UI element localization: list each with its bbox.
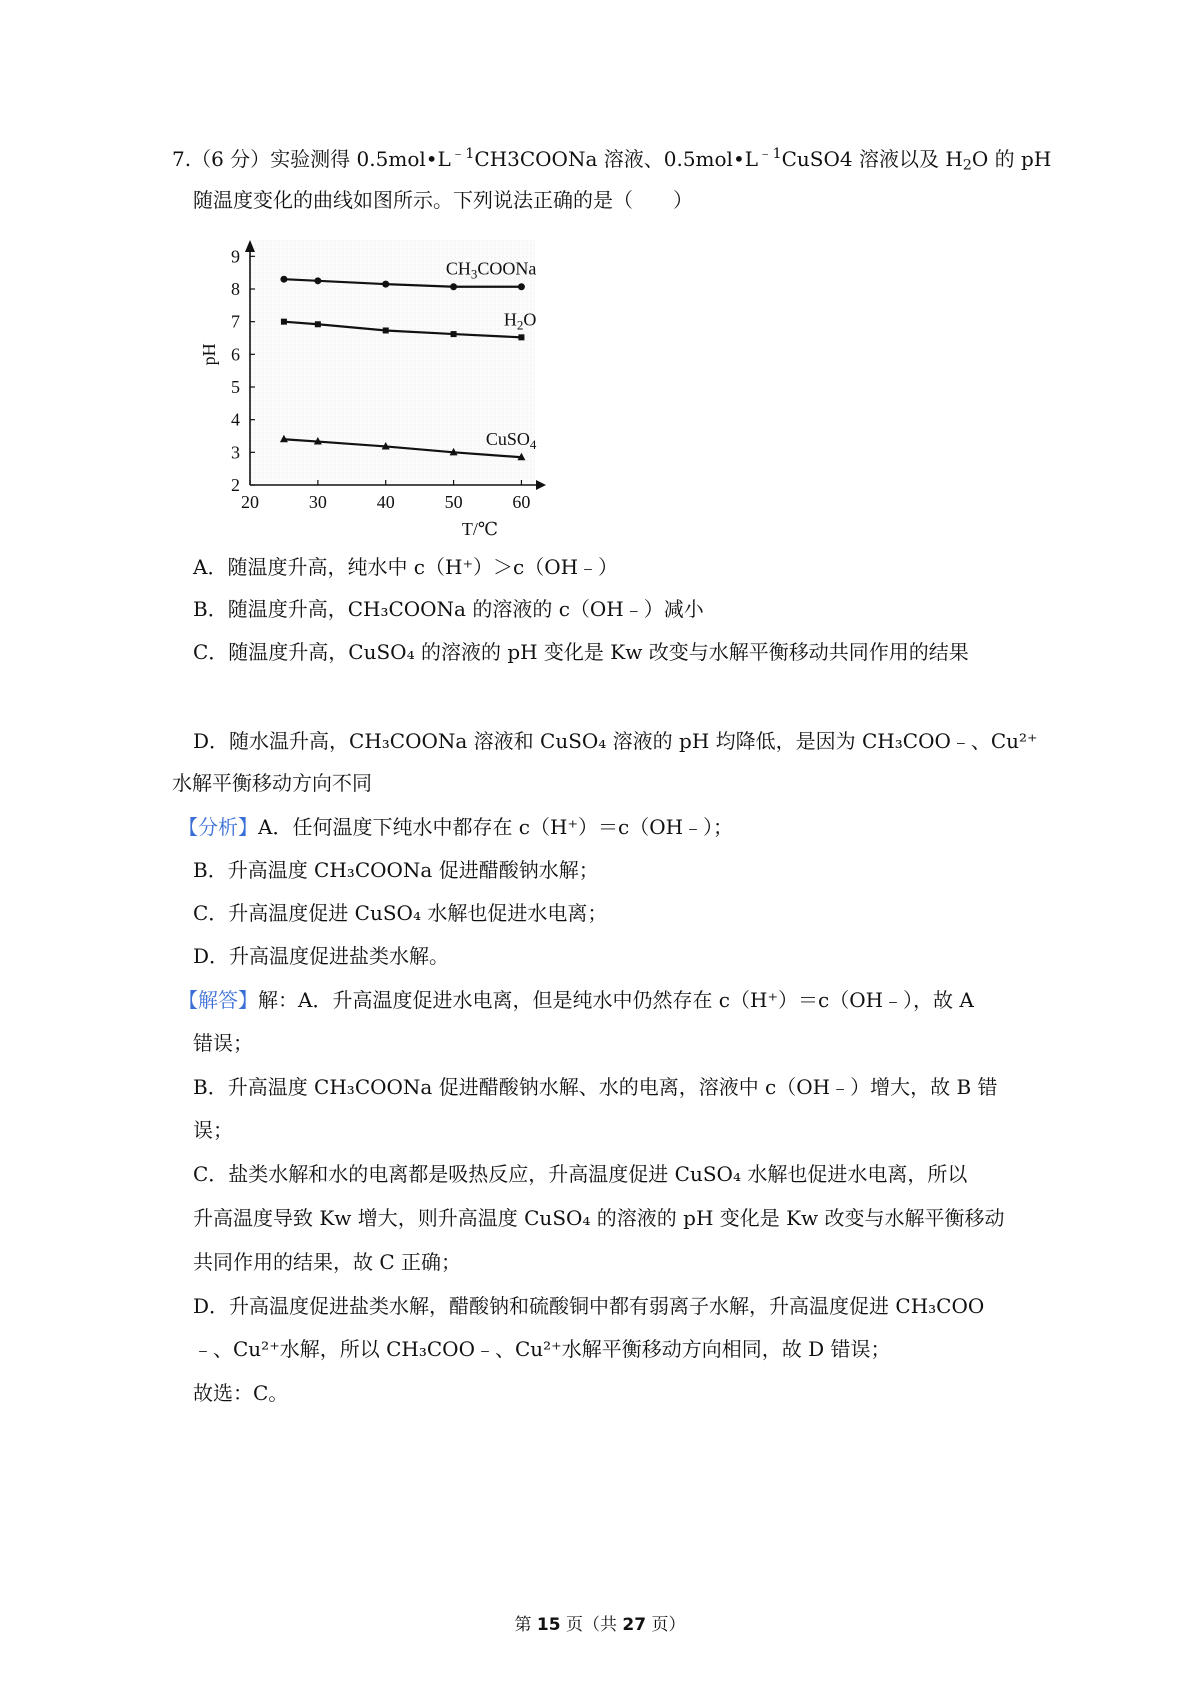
stem-text-4: O 的 pH xyxy=(971,147,1052,171)
x-tick-label: 30 xyxy=(308,492,327,512)
analysis-a xyxy=(178,814,733,840)
answer-tag: 【解答】 xyxy=(178,988,258,1012)
stem-subscript: 2 xyxy=(962,157,972,174)
data-point xyxy=(281,319,287,325)
y-tick-label: 9 xyxy=(231,246,240,267)
x-tick-label: 40 xyxy=(376,492,395,512)
analysis-c: C．升高温度促进 CuSO₄ 水解也促进水电离； xyxy=(193,901,608,925)
answer-a-line1 xyxy=(178,987,974,1013)
question-stem-line1 xyxy=(172,146,1051,172)
footer-pre: 第 xyxy=(514,1615,537,1635)
answer-b-line1: B．升高温度 CH₃COONa 促进醋酸钠水解、水的电离，溶液中 c（OH﹣）增大，故 B 错 xyxy=(193,1075,998,1099)
data-point xyxy=(518,283,525,290)
analysis-b: B．升高温度 CH₃COONa 促进醋酸钠水解； xyxy=(193,858,599,882)
stem-cuso4: CuSO4 xyxy=(781,147,853,171)
question-number: 7. xyxy=(172,147,192,171)
series-label: $H_2O$ xyxy=(503,309,537,333)
stem-exponent-2: ﹣1 xyxy=(758,146,782,163)
option-d-line1: D．随水温升高，CH₃COONa 溶液和 CuSO₄ 溶液的 pH 均降低，是因为 CH₃COO﹣、Cu²⁺ xyxy=(193,729,1038,753)
y-tick-label: 5 xyxy=(231,377,240,397)
series-label: $CH_3COONa$ xyxy=(445,258,537,282)
answer-d-line2: ﹣、Cu²⁺水解，所以 CH₃COO﹣、Cu²⁺水解平衡移动方向相同，故 D 错误； xyxy=(193,1337,891,1361)
ph-temperature-chart xyxy=(199,240,600,590)
y-tick-label: 6 xyxy=(231,344,240,365)
answer-a-text: 解：A．升高温度促进水电离，但是纯水中仍然存在 c（H⁺）＝c（OH﹣），故 A xyxy=(258,988,974,1012)
answer-a-line2: 错误； xyxy=(193,1031,253,1055)
y-axis-label: pH xyxy=(199,343,219,366)
option-b: B．随温度升高，CH₃COONa 的溶液的 c（OH﹣）减小 xyxy=(193,597,704,621)
question-stem-line2: 随温度变化的曲线如图所示。下列说法正确的是（ ） xyxy=(193,188,693,212)
option-d-line2: 水解平衡移动方向不同 xyxy=(172,771,372,795)
y-tick-label: 3 xyxy=(231,442,240,463)
data-point xyxy=(314,277,321,284)
question-score: （6 分） xyxy=(191,147,271,171)
analysis-d: D．升高温度促进盐类水解。 xyxy=(193,944,450,968)
answer-d-line1: D．升高温度促进盐类水解，醋酸钠和硫酸铜中都有弱离子水解，升高温度促进 CH₃COO xyxy=(193,1294,985,1318)
answer-b-line2: 误； xyxy=(193,1118,233,1142)
data-point xyxy=(450,283,457,290)
page-footer xyxy=(0,1610,1200,1635)
y-tick-label: 2 xyxy=(231,475,240,495)
footer-mid: 页（共 xyxy=(560,1615,623,1635)
data-point xyxy=(315,321,321,327)
stem-exponent: ﹣1 xyxy=(450,146,475,163)
data-point xyxy=(383,327,389,333)
analysis-tag: 【分析】 xyxy=(178,815,258,839)
x-tick-label: 50 xyxy=(444,492,463,512)
y-tick-label: 4 xyxy=(231,409,240,430)
option-c: C．随温度升高，CuSO₄ 的溶液的 pH 变化是 Kw 改变与水解平衡移动共同作用的结果 xyxy=(193,640,969,664)
data-point xyxy=(280,276,287,283)
x-axis-label: T/℃ xyxy=(461,519,499,539)
data-point xyxy=(451,331,457,337)
answer-c-line3: 共同作用的结果，故 C 正确； xyxy=(193,1250,462,1274)
footer-post: 页） xyxy=(646,1615,686,1635)
data-point xyxy=(382,281,389,288)
x-tick-label: 60 xyxy=(512,492,531,512)
page-total: 27 xyxy=(622,1615,647,1635)
answer-final: 故选：C。 xyxy=(193,1381,289,1405)
stem-text-2: 溶液、0.5mol•L xyxy=(597,147,759,171)
data-point xyxy=(518,334,524,340)
answer-c-line1: C．盐类水解和水的电离都是吸热反应，升高温度促进 CuSO₄ 水解也促进水电离，所以 xyxy=(193,1162,968,1186)
page-number: 15 xyxy=(536,1615,561,1635)
analysis-a-text: A．任何温度下纯水中都存在 c（H⁺）＝c（OH﹣）； xyxy=(258,815,734,839)
series-label: CuSO$_4$ xyxy=(485,429,537,453)
stem-text: 实验测得 0.5mol•L xyxy=(270,147,451,171)
answer-c-line2: 升高温度导致 Kw 增大，则升高温度 CuSO₄ 的溶液的 pH 变化是 Kw 改变与水解平衡移动 xyxy=(193,1206,1005,1230)
y-tick-label: 7 xyxy=(231,311,240,332)
y-tick-label: 8 xyxy=(231,279,240,299)
x-tick-label: 20 xyxy=(241,492,259,512)
x-axis-arrow xyxy=(536,480,546,490)
option-a: A．随温度升高，纯水中 c（H⁺）＞c（OH﹣） xyxy=(193,555,619,579)
stem-text-3: 溶液以及 H xyxy=(852,147,963,171)
stem-ch3coona: CH3COONa xyxy=(474,147,598,171)
